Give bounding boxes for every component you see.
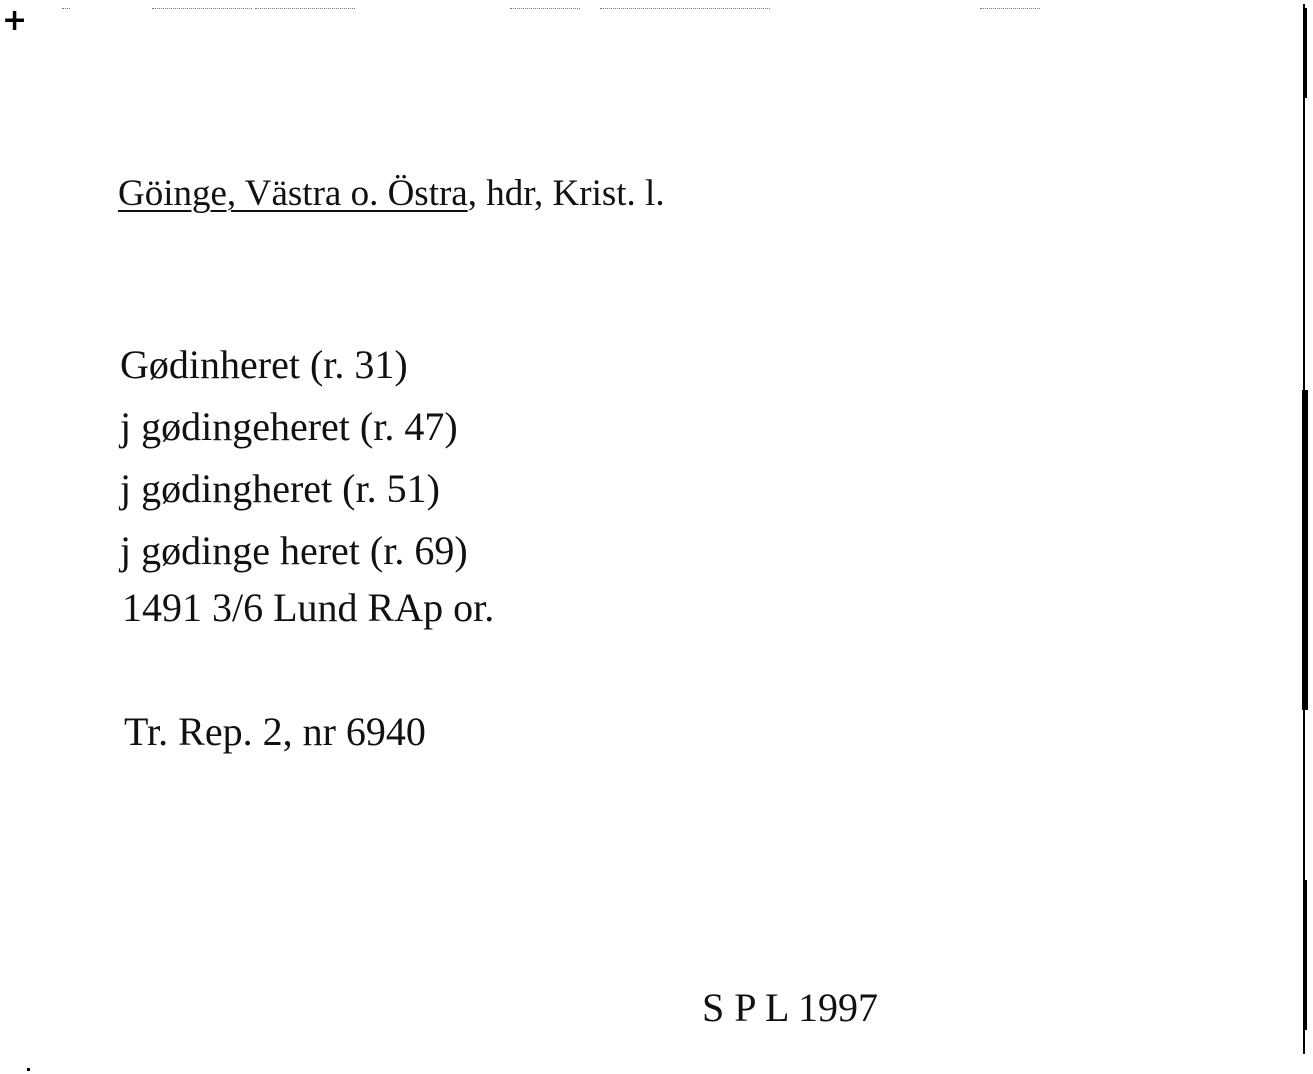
scan-artifact [152,8,252,10]
scan-artifact [600,8,770,10]
corner-plus-mark: + [2,3,28,38]
card-heading [118,172,665,216]
scan-artifact [980,8,1040,10]
form-entry: j gødingheret (r. 51) [120,466,440,511]
card-edge [1303,8,1307,98]
scan-artifact [255,8,355,10]
form-entry: Gødinheret (r. 31) [120,342,408,387]
scan-artifact [510,8,580,10]
form-entry: j gødingeheret (r. 47) [120,404,458,449]
place-name: Göinge, Västra o. Östra [118,173,468,214]
corner-dot-mark [27,1068,30,1071]
signature: S P L 1997 [702,985,878,1030]
card-edge [1302,390,1308,710]
place-details: , hdr, Krist. l. [467,173,665,214]
scan-artifact [62,8,70,10]
reference-citation: Tr. Rep. 2, nr 6940 [124,709,426,754]
historical-forms-list [120,334,468,582]
source-citation: 1491 3/6 Lund RAp or. [122,585,495,630]
form-entry: j gødinge heret (r. 69) [120,528,468,573]
card-edge [1303,880,1307,1030]
